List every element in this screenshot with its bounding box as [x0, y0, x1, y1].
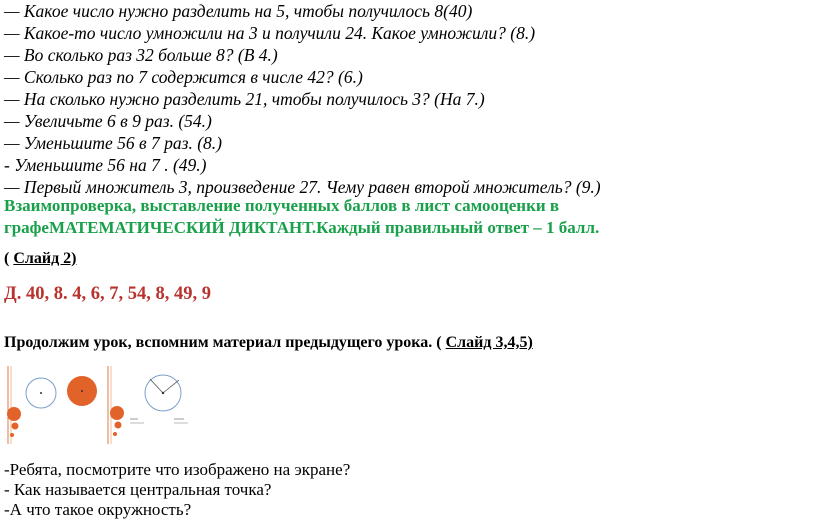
dictation-line-1: — Какое число нужно разделить на 5, чтобы получилось 8(40)	[4, 1, 473, 21]
question-3: -А что такое окружность?	[4, 500, 192, 519]
slide-thumbnail-1[interactable]	[2, 366, 104, 444]
continue-text: Продолжим урок, вспомним материал предыдущего урока. (	[4, 334, 446, 351]
answers-line: Д. 40, 8. 4, 6, 7, 54, 8, 49, 9	[4, 284, 211, 304]
dictation-line-3: — Во сколько раз 32 больше 8? (В 4.)	[4, 45, 278, 65]
dictation-line-5: — На сколько нужно разделить 21, чтобы получилось 3? (На 7.)	[4, 89, 485, 109]
question-1: -Ребята, посмотрите что изображено на экране?	[4, 460, 351, 479]
peer-check-line-1: Взаимопроверка, выставление полученных баллов в лист самооценки в	[4, 196, 560, 215]
slide2-link[interactable]: Слайд 2)	[13, 250, 77, 267]
slide-thumbnail-2-image	[104, 366, 206, 444]
slide-thumbnail-2[interactable]	[104, 366, 206, 444]
slide345-link[interactable]: Слайд 3,4,5)	[445, 334, 533, 351]
dictation-line-6: — Увеличьте 6 в 9 раз. (54.)	[4, 111, 212, 131]
dictation-line-9: — Первый множитель 3, произведение 27. Чему равен второй множитель? (9.)	[4, 177, 601, 197]
dictation-line-8: - Уменьшите 56 на 7 . (49.)	[4, 155, 207, 175]
dictation-line-4: — Сколько раз по 7 содержится в числе 42? (6.)	[4, 67, 363, 87]
dictation-line-2: — Какое-то число умножили на 3 и получили 24. Какое умножили? (8.)	[4, 23, 536, 43]
question-2: - Как называется центральная точка?	[4, 480, 272, 499]
dictation-line-7: — Уменьшите 56 в 7 раз. (8.)	[4, 133, 222, 153]
continue-line	[4, 334, 533, 352]
slide-thumbnail-1-image	[2, 366, 104, 444]
slide2-reference	[4, 250, 77, 268]
slide2-open: (	[4, 250, 14, 267]
peer-check-line-2: графеМАТЕМАТИЧЕСКИЙ ДИКТАНТ.Каждый правильный ответ – 1 балл.	[4, 218, 600, 237]
